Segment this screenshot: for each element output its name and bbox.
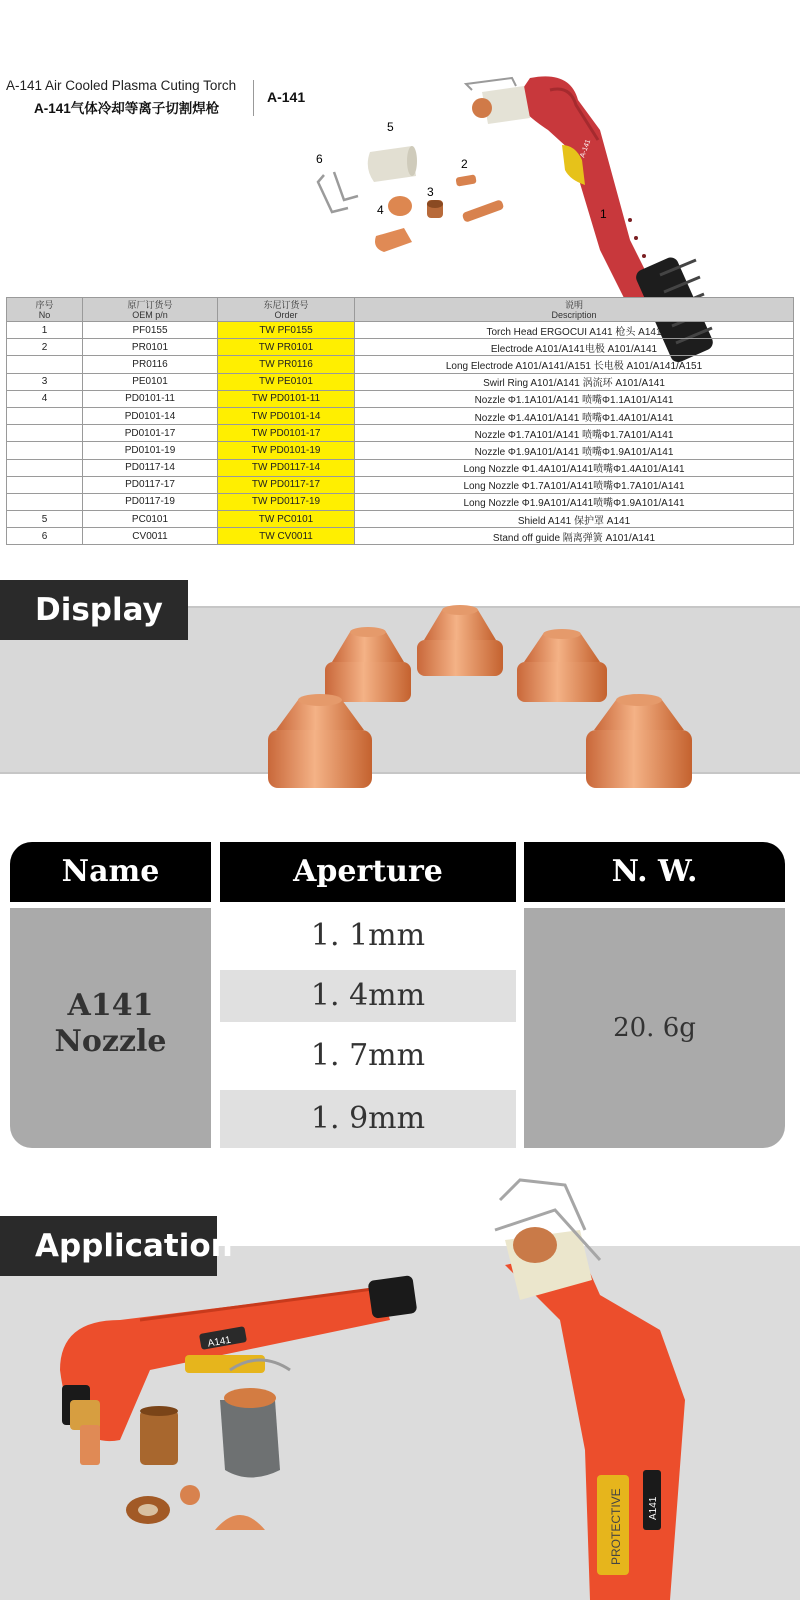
title-divider	[253, 80, 254, 116]
cell-order: TW PD0117-19	[218, 493, 355, 510]
cell-description: Stand off guide 隔离弹簧 A101/A141	[355, 528, 794, 545]
title-block	[6, 78, 236, 117]
cell-oem: PD0101-17	[83, 425, 218, 442]
cell-no	[7, 407, 83, 424]
cell-no: 6	[7, 528, 83, 545]
cell-no	[7, 459, 83, 476]
table-row	[7, 511, 794, 528]
cell-description: Shield A141 保护罩 A141	[355, 511, 794, 528]
table-row	[7, 493, 794, 510]
cell-order: TW PD0101-19	[218, 442, 355, 459]
cell-oem: PC0101	[83, 511, 218, 528]
table-row	[7, 459, 794, 476]
nozzle-2	[417, 605, 503, 676]
nozzle-3	[517, 629, 607, 702]
table-row	[7, 373, 794, 390]
cell-description: Long Nozzle Φ1.7A101/A141喷嘴Φ1.7A101/A141	[355, 476, 794, 493]
spec-name-line1: A141	[67, 988, 154, 1023]
aperture-cell: 1. 7mm	[310, 1038, 426, 1073]
callout-4: 4	[377, 203, 384, 217]
aperture-cell: 1. 9mm	[220, 1090, 516, 1148]
cell-oem: PD0117-14	[83, 459, 218, 476]
cell-description: Torch Head ERGOCUI A141 枪头 A141	[355, 322, 794, 339]
table-row	[7, 528, 794, 545]
table-row	[7, 476, 794, 493]
cell-no: 5	[7, 511, 83, 528]
cell-description: Long Nozzle Φ1.9A101/A141喷嘴Φ1.9A101/A141	[355, 493, 794, 510]
cell-description: Nozzle Φ1.7A101/A141 喷嘴Φ1.7A101/A141	[355, 425, 794, 442]
cell-description: Electrode A101/A141电极 A101/A141	[355, 339, 794, 356]
torch-left-label: A141	[206, 1334, 232, 1350]
cell-no: 3	[7, 373, 83, 390]
aperture-cell: 1. 1mm	[310, 918, 426, 953]
cell-no	[7, 356, 83, 373]
spec-name-cell	[10, 908, 211, 1148]
cell-oem: PR0116	[83, 356, 218, 373]
parts-table	[6, 297, 794, 545]
title-chinese: A-141气体冷却等离子切割焊枪	[34, 101, 220, 116]
display-banner: Display	[0, 580, 188, 640]
torch-right-illustration	[495, 1180, 685, 1600]
spec-header-name: Name	[10, 842, 211, 902]
cell-no	[7, 425, 83, 442]
table-row	[7, 356, 794, 373]
callout-2: 2	[461, 157, 468, 171]
cell-order: TW PD0117-17	[218, 476, 355, 493]
cell-order: TW PE0101	[218, 373, 355, 390]
parts-table-header	[7, 298, 794, 322]
cell-oem: PR0101	[83, 339, 218, 356]
spec-header-aperture: Aperture	[220, 842, 516, 902]
table-row	[7, 339, 794, 356]
table-row	[7, 390, 794, 407]
cell-no: 4	[7, 390, 83, 407]
title-english: A-141 Air Cooled Plasma Cuting Torch	[6, 78, 237, 93]
product-diagram-section	[0, 0, 800, 560]
cell-oem: PF0155	[83, 322, 218, 339]
cell-oem: CV0011	[83, 528, 218, 545]
table-row	[7, 322, 794, 339]
cell-order: TW PD0101-14	[218, 407, 355, 424]
cell-order: TW CV0011	[218, 528, 355, 545]
spec-table	[10, 842, 785, 1148]
cell-description: Nozzle Φ1.4A101/A141 喷嘴Φ1.4A101/A141	[355, 407, 794, 424]
cell-oem: PD0101-19	[83, 442, 218, 459]
cell-no	[7, 442, 83, 459]
nozzle-display-image	[0, 590, 800, 820]
header-description: 说明 Description	[355, 298, 794, 322]
nozzle-1	[325, 627, 411, 702]
cell-no	[7, 476, 83, 493]
cell-oem: PD0117-19	[83, 493, 218, 510]
spec-weight-cell: 20. 6g	[524, 908, 785, 1148]
cell-description: Nozzle Φ1.1A101/A141 喷嘴Φ1.1A101/A141	[355, 390, 794, 407]
header-order: 东尼订货号 Order	[218, 298, 355, 322]
torch-label: A-141	[579, 138, 593, 159]
cell-description: Long Electrode A101/A141/A151 长电极 A101/A141/A151	[355, 356, 794, 373]
cell-oem: PD0101-11	[83, 390, 218, 407]
callout-1: 1	[600, 207, 607, 221]
cell-description: Swirl Ring A101/A141 涡流环 A101/A141	[355, 373, 794, 390]
cell-oem: PD0101-14	[83, 407, 218, 424]
aperture-cell: 1. 4mm	[220, 970, 516, 1022]
trigger-label: PROTECTIVE	[609, 1488, 623, 1565]
cell-order: TW PD0101-17	[218, 425, 355, 442]
application-banner: Application	[0, 1216, 217, 1276]
model-label: A-141	[267, 89, 306, 105]
cell-description: Nozzle Φ1.9A101/A141 喷嘴Φ1.9A101/A141	[355, 442, 794, 459]
header-oem: 原厂订货号 OEM p/n	[83, 298, 218, 322]
shield-part-illustration	[368, 146, 417, 182]
torch-right-label: A141	[648, 1496, 659, 1520]
table-row	[7, 407, 794, 424]
cell-order: TW PC0101	[218, 511, 355, 528]
table-row	[7, 442, 794, 459]
standoff-guide-illustration	[318, 172, 358, 212]
spec-name-line2: Nozzle	[54, 1024, 167, 1059]
callout-6: 6	[316, 152, 323, 166]
swirl-ring-illustration	[427, 200, 443, 218]
cell-no: 1	[7, 322, 83, 339]
application-image	[0, 1170, 800, 1600]
nozzle-5	[586, 694, 692, 788]
cell-no: 2	[7, 339, 83, 356]
cell-oem: PD0117-17	[83, 476, 218, 493]
cell-no	[7, 493, 83, 510]
cell-order: TW PD0101-11	[218, 390, 355, 407]
electrode-part-illustration	[455, 174, 504, 223]
header-no: 序号 No	[7, 298, 83, 322]
consumables-illustration	[126, 1388, 280, 1530]
cell-order: TW PF0155	[218, 322, 355, 339]
callout-5: 5	[387, 120, 394, 134]
cell-order: TW PR0101	[218, 339, 355, 356]
cell-order: TW PD0117-14	[218, 459, 355, 476]
cell-oem: PE0101	[83, 373, 218, 390]
cell-description: Long Nozzle Φ1.4A101/A141喷嘴Φ1.4A101/A141	[355, 459, 794, 476]
cell-order: TW PR0116	[218, 356, 355, 373]
nozzle-4	[268, 694, 372, 788]
callout-3: 3	[427, 185, 434, 199]
spec-header-weight: N. W.	[524, 842, 785, 902]
table-row	[7, 425, 794, 442]
